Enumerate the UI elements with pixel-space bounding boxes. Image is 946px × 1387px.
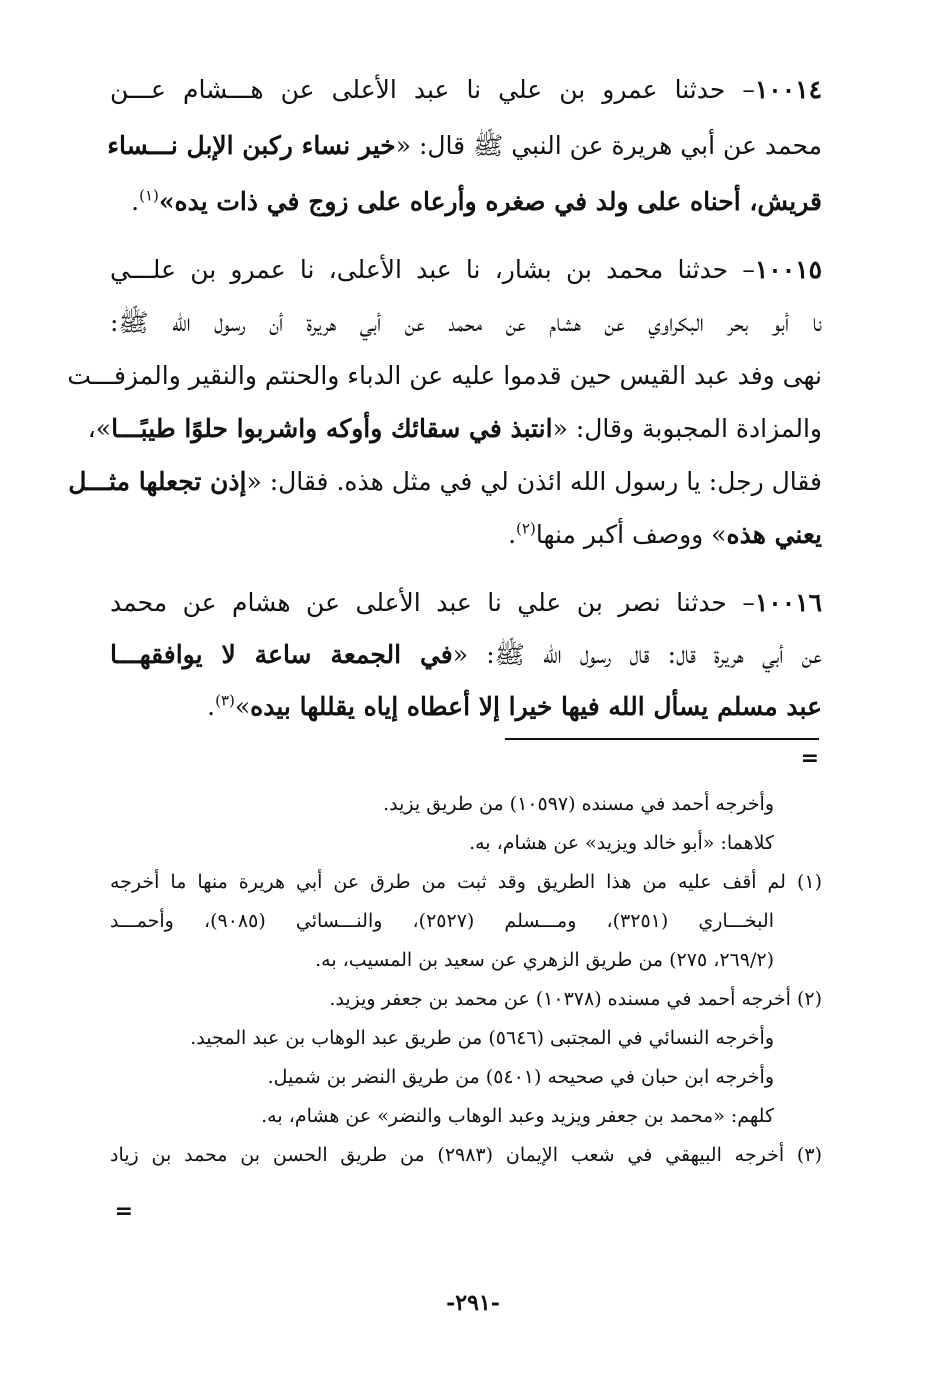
line-text: – حدثنا عمرو بن علي نا عبد الأعلى عن هـــشام عـــن: [110, 75, 755, 104]
text-line: [68, 457, 822, 507]
line-text: محمد عن أبي هريرة عن النبي ﷺ قال: «: [395, 131, 822, 160]
footnote-line: (٣) أخرجه البيهقي في شعب الإيمان (٢٩٨٣) من طريق الحسن بن محمد بن زياد: [110, 1144, 822, 1166]
page-number: -٢٩١-: [446, 1290, 500, 1316]
continuation-mark: =: [800, 746, 819, 771]
text-line: [110, 245, 822, 295]
text-line: [87, 404, 822, 454]
line-text: »: [234, 692, 251, 721]
line-end: .: [207, 692, 216, 721]
footnote-separator: [505, 738, 819, 740]
text-line: [110, 177, 822, 227]
line-text: – حدثنا نصر بن علي نا عبد الأعلى عن هشام عن محمد: [110, 588, 755, 617]
text-line: [107, 121, 822, 171]
line-text: نا أبو بحر البكراوي عن هشام عن محمد عن أبي هريرة أن رسول الله ﷺ:: [110, 308, 822, 337]
hadith-matn: قريش، أحناه على ولد في صغره وأرعاه على زوج في ذات يده»: [158, 187, 822, 216]
line-text: عن أبي هريرة قال: قال رسول الله ﷺ: «: [452, 640, 822, 669]
footnote-line: البخـــاري (٣٢٥١)، ومـــسلم (٢٥٢٧)، والنـــسائي (٩٠٨٥)، وأحمـــد: [110, 910, 774, 932]
footnote-line: وأخرجه ابن حبان في صحيحه (٥٤٠١) من طريق النضر بن شميل.: [267, 1066, 774, 1088]
text-line: [110, 578, 822, 628]
hadith-matn: يعني هذه: [726, 520, 822, 549]
line-text: » ووصف أكبر منها: [535, 520, 727, 549]
line-text: والمزادة المجبوبة وقال: «: [552, 414, 822, 443]
text-line: [110, 510, 822, 560]
line-end: »،: [87, 414, 112, 443]
line-text: – حدثنا محمد بن بشار، نا عبد الأعلى، نا عمرو بن علـــي: [110, 255, 755, 284]
footnote-ref: (٣): [215, 691, 235, 710]
footnote-line: (٢٦٩/٢، ٢٧٥) من طريق الزهري عن سعيد بن المسيب، به.: [315, 949, 774, 971]
hadith-matn: في الجمعة ساعة لا يوافقهـــا: [110, 640, 453, 669]
hadith-number: ١٠٠١٥: [754, 255, 822, 284]
text-line: [110, 298, 822, 348]
footnote-continuation-mark: =: [114, 1199, 133, 1224]
text-line: [110, 65, 822, 115]
hadith-matn: انتبذ في سقائك وأوكه واشربوا حلوًا طيبًـــا: [111, 414, 553, 443]
text-line: [110, 630, 822, 680]
text-line: [67, 351, 822, 401]
footnote-line: كلاهما: «أبو خالد ويزيد» عن هشام، به.: [469, 832, 774, 854]
footnote-line: وأخرجه أحمد في مسنده (١٠٥٩٧) من طريق يزيد.: [383, 793, 774, 815]
footnote-line: (٢) أخرجه أحمد في مسنده (١٠٣٧٨) عن محمد بن جعفر ويزيد.: [329, 988, 822, 1010]
line-text: نهى وفد عبد القيس حين قدموا عليه عن الدباء والحنتم والنقير والمزفـــت: [67, 361, 822, 390]
hadith-number: ١٠٠١٤: [754, 75, 822, 104]
footnote-line: (١) لم أقف عليه من هذا الطريق وقد ثبت من طرق عن أبي هريرة منها ما أخرجه: [110, 871, 822, 893]
hadith-matn: عبد مسلم يسأل الله فيها خيرا إلا أعطاه إياه يقللها بيده: [250, 692, 822, 721]
hadith-number: ١٠٠١٦: [754, 588, 822, 617]
line-text: فقال رجل: يا رسول الله ائذن لي في مثل هذه. فقال: «: [246, 467, 822, 496]
footnote-ref: (٢): [516, 519, 536, 538]
text-line: [110, 682, 822, 732]
line-end: .: [508, 520, 517, 549]
hadith-matn: إذن تجعلها مثـــل: [68, 467, 247, 496]
hadith-matn: خير نساء ركبن الإبل نـــساء: [107, 131, 396, 160]
footnote-line: كلهم: «محمد بن جعفر ويزيد وعبد الوهاب والنضر» عن هشام، به.: [261, 1105, 774, 1127]
footnote-ref: (١): [139, 186, 159, 205]
footnote-line: وأخرجه النسائي في المجتبى (٥٦٤٦) من طريق عبد الوهاب بن عبد المجيد.: [190, 1027, 774, 1049]
line-end: .: [131, 187, 140, 216]
